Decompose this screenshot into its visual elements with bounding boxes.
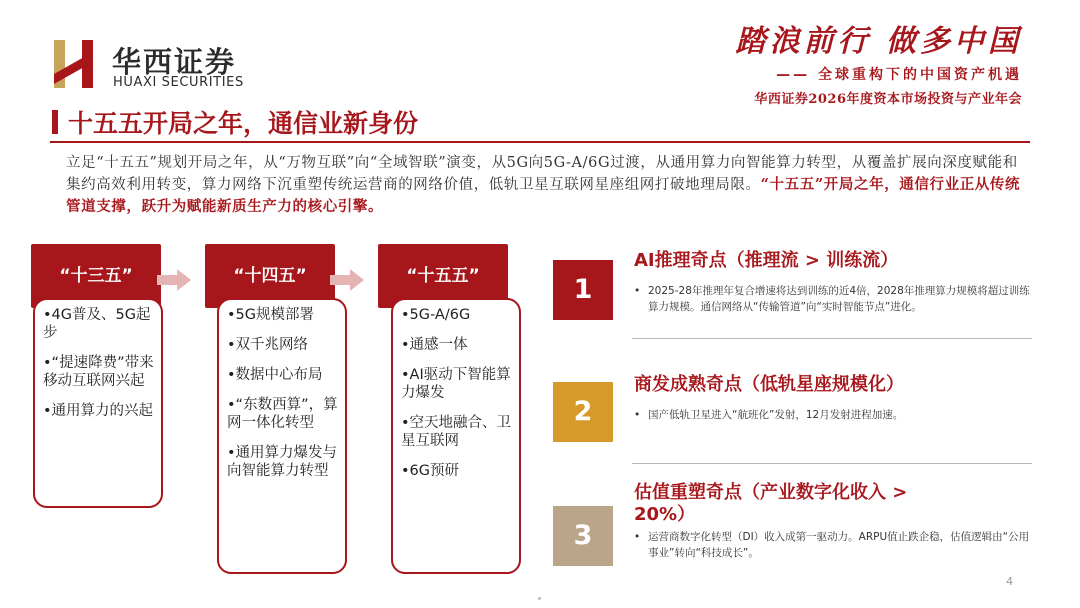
plan-item: •AI驱动下智能算力爆发 — [401, 367, 511, 401]
intro-text: 立足“十五五”规划开局之年，从“万物互联”向“全域智联”演变，从5G向5G-A/6G过渡，从通用算力向智能算力转型，从覆盖扩展向深度赋能和集约高效利用转变，算力网络下沉重塑传统运营商的网络价值，低轨卫星互联网星座组网打破地理局限。 — [66, 155, 1018, 193]
arrow-right-icon — [330, 269, 364, 291]
slogan: 踏浪前行 做多中国 — [735, 24, 1022, 59]
logo-chinese-name: 华西证券 — [112, 45, 237, 79]
logo-mark-icon — [50, 38, 106, 90]
page-number: 4 — [1006, 575, 1013, 588]
plan-item: •“东数西算”，算网一体化转型 — [227, 397, 338, 431]
plan-13th-header: “十三五” — [31, 244, 161, 308]
conference-banner — [717, 22, 1022, 107]
point-2-text: • 国产低轨卫星进入“航班化”发射，12月发射进程加速。 — [634, 407, 1030, 423]
plan-item: •6G预研 — [401, 463, 460, 479]
plan-14th-card — [217, 298, 347, 574]
intro-highlight: “十五五”开局之年，通信行业正从传统管道支撑，跃升为赋能新质生产力的核心引擎。 — [66, 176, 1021, 215]
plan-item: •5G规模部署 — [227, 307, 315, 323]
point-2-number: 2 — [553, 382, 613, 442]
title-accent-bar — [52, 110, 58, 134]
plan-item: •“提速降费”带来移动互联网兴起 — [43, 355, 154, 389]
intro-paragraph — [66, 152, 1026, 218]
plan-13th-card — [33, 298, 163, 508]
plan-item: •数据中心布局 — [227, 367, 323, 383]
arrow-right-icon — [157, 269, 191, 291]
plan-item: •通用算力爆发与向智能算力转型 — [227, 445, 338, 479]
plan-item: •5G-A/6G — [401, 307, 471, 323]
plan-15th-header: “十五五” — [378, 244, 508, 308]
plan-15th-card — [391, 298, 521, 574]
plan-item: •空天地融合、卫星互联网 — [401, 415, 512, 449]
page-title: 十五五开局之年，通信业新身份 — [68, 109, 419, 138]
point-2-title: 商发成熟奇点（低轨星座规模化） — [634, 374, 904, 395]
plan-item: •4G普及、5G起步 — [43, 307, 151, 341]
title-underline — [50, 141, 1030, 143]
footer-dot — [538, 597, 541, 600]
sub-slogan: —— 全球重构下的中国资产机遇 — [776, 67, 1022, 83]
plan-item: •双千兆网络 — [227, 337, 309, 353]
plan-item: •通感一体 — [401, 337, 468, 353]
logo-english-name: HUAXI SECURITIES — [113, 75, 244, 90]
point-divider — [632, 338, 1032, 339]
point-3-number: 3 — [553, 506, 613, 566]
plan-14th-header: “十四五” — [205, 244, 335, 308]
huaxi-logo — [50, 38, 260, 93]
point-1-text: • 2025-28年推理年复合增速将达到训练的近4倍，2028年推理算力规模将超过训练算力规模。通信网络从“传输管道”向“实时智能节点”进化。 — [634, 283, 1030, 315]
point-divider — [632, 463, 1032, 464]
conference-name: 华西证券2026年度资本市场投资与产业年会 — [754, 92, 1022, 107]
point-1-number: 1 — [553, 260, 613, 320]
point-3-title: 估值重塑奇点（产业数字化收入 > 20%） — [634, 482, 908, 525]
point-3-text: • 运营商数字化转型（DI）收入成第一驱动力。ARPU值止跌企稳，估值逻辑由“公用事业”转向“科技成长”。 — [634, 529, 1030, 561]
point-1-title: AI推理奇点（推理流 > 训练流） — [634, 250, 899, 271]
plan-item: •通用算力的兴起 — [43, 403, 154, 419]
